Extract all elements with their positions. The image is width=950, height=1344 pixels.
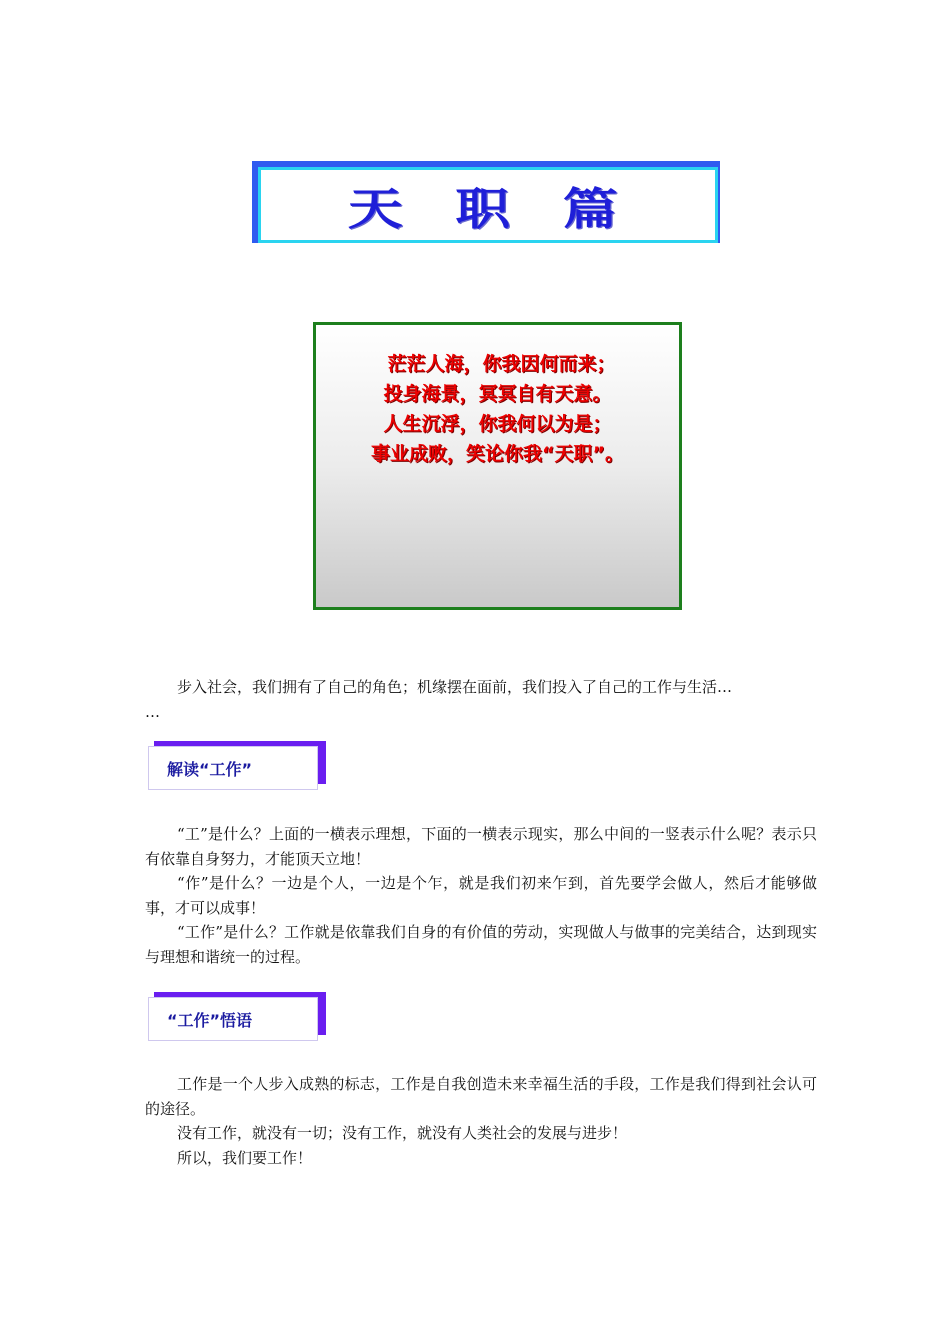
body-paragraph: “作”是什么？一边是个人，一边是个乍，就是我们初来乍到，首先要学会做人，然后才能够做事，才可以成事！ <box>145 874 817 917</box>
poem-line: 投身海景，冥冥自有天意。 <box>383 383 612 405</box>
section1-body <box>145 822 817 969</box>
page-title: 天职篇 <box>347 184 671 235</box>
intro-continuation: … <box>145 702 160 721</box>
poem-line: 人生沉浮，你我何以为是； <box>383 413 612 435</box>
poem-line: 茫茫人海，你我因何而来； <box>387 353 616 375</box>
intro-paragraph <box>145 675 817 724</box>
section-heading: “工作”悟语 <box>167 1010 253 1030</box>
poem-box <box>313 322 682 610</box>
body-paragraph: 所以，我们要工作！ <box>177 1148 313 1167</box>
section-header-interpret-work <box>148 741 326 791</box>
section-header-frame <box>148 746 318 790</box>
poem-lines <box>316 349 679 469</box>
intro-line: 步入社会，我们拥有了自己的角色；机缘摆在面前，我们投入了自己的工作与生活… <box>177 678 733 696</box>
title-banner <box>252 161 724 249</box>
section-header-work-insights <box>148 992 326 1042</box>
title-banner-frame <box>258 167 718 243</box>
poem-line: 事业成败，笑论你我“天职”。 <box>371 443 624 465</box>
section-header-frame <box>148 997 318 1041</box>
body-paragraph: 没有工作，就没有一切；没有工作，就没有人类社会的发展与进步！ <box>177 1124 628 1142</box>
section-heading: 解读“工作” <box>167 759 253 779</box>
body-paragraph: 工作是一个人步入成熟的标志，工作是自我创造未来幸福生活的手段，工作是我们得到社会认可的途径。 <box>145 1075 817 1118</box>
body-paragraph: “工”是什么？上面的一横表示理想，下面的一横表示现实，那么中间的一竖表示什么呢？表示只有依靠自身努力，才能顶天立地！ <box>145 825 817 868</box>
section2-body <box>145 1072 817 1170</box>
body-paragraph: “工作”是什么？工作就是依靠我们自身的有价值的劳动，实现做人与做事的完美结合，达到现实与理想和谐统一的过程。 <box>145 923 817 966</box>
